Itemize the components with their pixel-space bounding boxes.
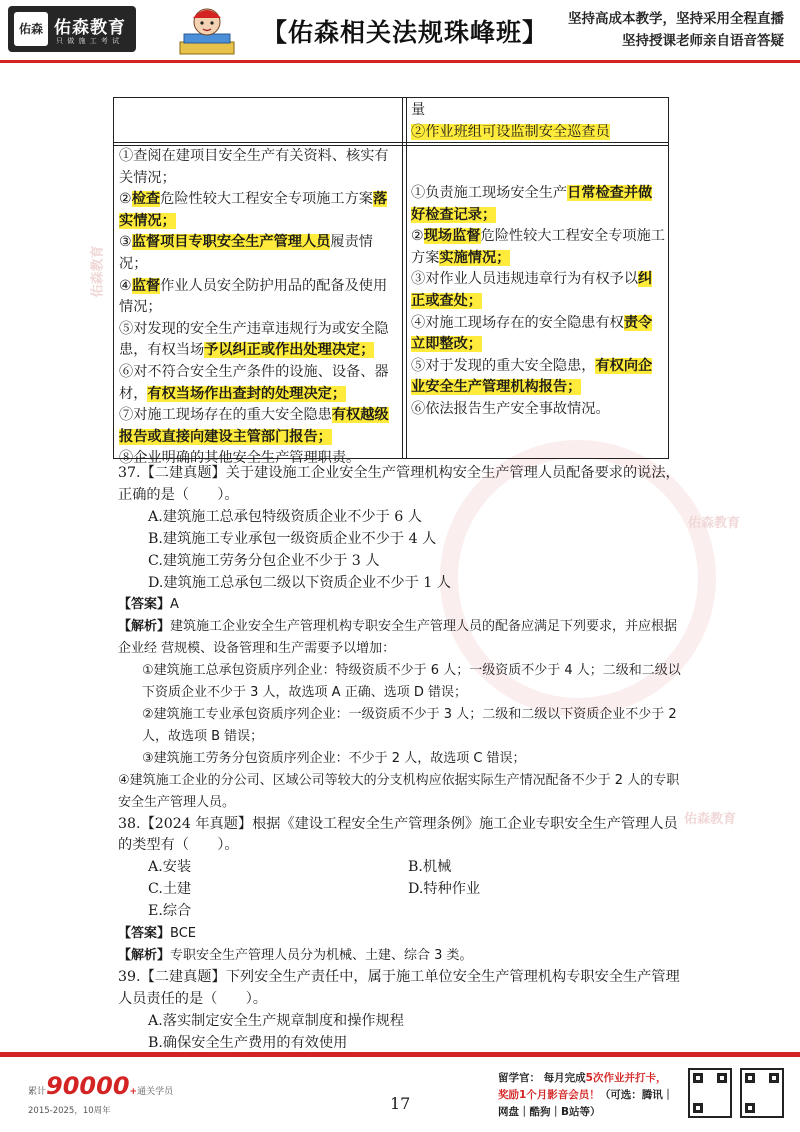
watermark-text: 佑森教育 [688,516,741,531]
question-stem: 39.【二建真题】下列安全生产责任中，属于施工单位安全生产管理机构专职安全生产管理人员责任的是（ ）。 [118,968,680,1007]
duty-item: ⑥依法报告生产安全事故情况。 [411,400,610,417]
duty-item: ①查阅在建项目安全生产有关资料、核实有关情况； [119,148,389,186]
analysis-point: ④建筑施工企业的分公司、区域公司等较大的分支机构应依据实际生产情况配备不少于 2 人的专职安全生产管理人员。 [118,772,680,810]
question-stem: 38.【2024 年真题】根据《建设工程安全生产管理条例》施工企业专职安全生产管理人员的类型有（ ）。 [118,815,678,854]
table-divider [402,98,403,458]
header-divider [0,60,800,63]
duty-item: ②检查危险性较大工程安全专项施工方案落实情况； [119,191,388,229]
option: D.特种作业 [408,881,481,898]
duty-item: ⑥对不符合安全生产条件的设施、设备、器材，有权当场作出查封的处理决定； [119,363,389,402]
analysis-line: 【解析】专职安全生产管理人员分为机械、土建、综合 3 类。 [118,947,473,963]
option: E.综合 [148,903,192,920]
option: B.机械 [408,859,452,876]
duty-item: ④监督作业人员安全防护用品的配备及使用情况； [119,277,388,316]
answer-line: 【答案】BCE [118,926,196,942]
option-row [118,857,688,879]
answer-line: 【答案】A [118,597,179,613]
duty-item: ⑦对施工现场存在的重大安全隐患有权越级报告或直接向建设主管部门报告； [119,407,389,445]
logo-subtitle: 只 做 施 工 考 试 [56,37,121,45]
duty-item: ④对施工现场存在的安全隐患有权责令立即整改； [411,314,653,353]
option: D.建筑施工总承包二级以下资质企业不少于 1 人 [148,574,451,591]
option: C.土建 [148,881,192,898]
question-stem: 37.【二建真题】关于建设施工企业安全生产管理机构安全生产管理人员配备要求的说法，正确的是（ ）。 [118,465,680,503]
watermark-text: 佑森教育 [90,245,106,298]
table-divider [406,98,407,458]
header-slogan [568,8,784,52]
duty-item: ⑤对于发现的重大安全隐患，有权向企业安全生产管理机构报告； [411,357,653,396]
duty-item: ③对作业人员违规违章行为有权予以纠正或查处； [411,271,653,309]
option: B.确保安全生产费用的有效使用 [148,1034,348,1051]
page-title: 【佑森相关法规珠峰班】 [262,18,549,47]
qr-code-icon[interactable] [688,1068,732,1118]
promo-line: 网盘｜酷狗｜B站等） [498,1106,601,1118]
stat-number: 90000 [46,1072,130,1100]
logo-name: 佑森教育 [54,18,126,38]
slogan-line-1: 坚持高成本教学，坚持采用全程直播 [568,11,784,27]
cell-line [411,122,666,144]
stat-suffix: 通关学员 [137,1087,174,1097]
footer-divider [0,1052,800,1057]
table-cell-right [411,183,666,421]
mascot-icon [178,4,236,56]
footer-years: 2015-2025，10周年 [28,1106,111,1116]
analysis-point: ③建筑施工劳务分包资质序列企业：不少于 2 人，故选项 C 错误； [142,750,526,766]
highlighted-text: ②作业班组可设监制安全巡查员 [411,123,610,140]
qr-code-icon[interactable] [740,1068,784,1118]
duty-item: ①负责施工现场安全生产日常检查并做好检查记录； [411,185,653,223]
duty-item: ②现场监督危险性较大工程安全专项施工方案实施情况； [411,228,665,266]
brand-logo [8,6,136,52]
page-number: 17 [390,1094,411,1113]
duty-item: ③监督项目专职安全生产管理人员履责情况； [119,234,373,272]
analysis-line: 【解析】建筑施工企业安全生产管理机构专职安全生产管理人员的配备应满足下列要求，并应根据企业经 营规模、设备管理和生产需要予以增加： [118,619,678,657]
promo-line: 留学官： 每月完成5次作业并打卡， [498,1072,667,1084]
table-cell-left [119,146,399,470]
option: C.建筑施工劳务分包企业不少于 3 人 [148,552,380,569]
watermark-text: 佑森教育 [684,812,737,827]
duties-table [113,97,669,467]
option: A.建筑施工总承包特级资质企业不少于 6 人 [148,508,422,525]
analysis-point: ②建筑施工专业承包资质序列企业：一级资质不少于 3 人；二级和二级以下资质企业不少于 2 人，故选项 B 错误； [142,706,677,744]
option: B.建筑施工专业承包一级资质企业不少于 4 人 [148,530,437,547]
cell-line: 量 [411,102,426,118]
analysis-point: ①建筑施工总承包资质序列企业：特级资质不少于 6 人；一级资质不少于 4 人；二级和二级以下资质企业不少于 3 人，故选项 A 正确、选项 D 错误； [142,663,681,701]
stat-prefix: 累计 [28,1087,47,1097]
duty-item: ⑧企业明确的其他安全生产管理职责。 [119,450,361,467]
footer-promo [498,1070,684,1121]
logo-mark-icon: 佑森 [14,12,48,46]
promo-line: 奖励1个月影音会员！（可选：腾讯｜ [498,1089,674,1101]
stat-plus: + [129,1087,138,1097]
table-cell-top-right [411,100,666,143]
option: A.落实制定安全生产规章制度和操作规程 [148,1012,404,1029]
duty-item: ⑤对发现的安全生产违章违规行为或安全隐患，有权当场予以纠正或作出处理决定； [119,320,389,359]
question-body [118,463,688,1054]
footer-stat [28,1072,173,1100]
slogan-line-2: 坚持授课老师亲自语音答疑 [622,33,784,49]
option-row [118,879,688,901]
option: A.安装 [148,859,192,876]
